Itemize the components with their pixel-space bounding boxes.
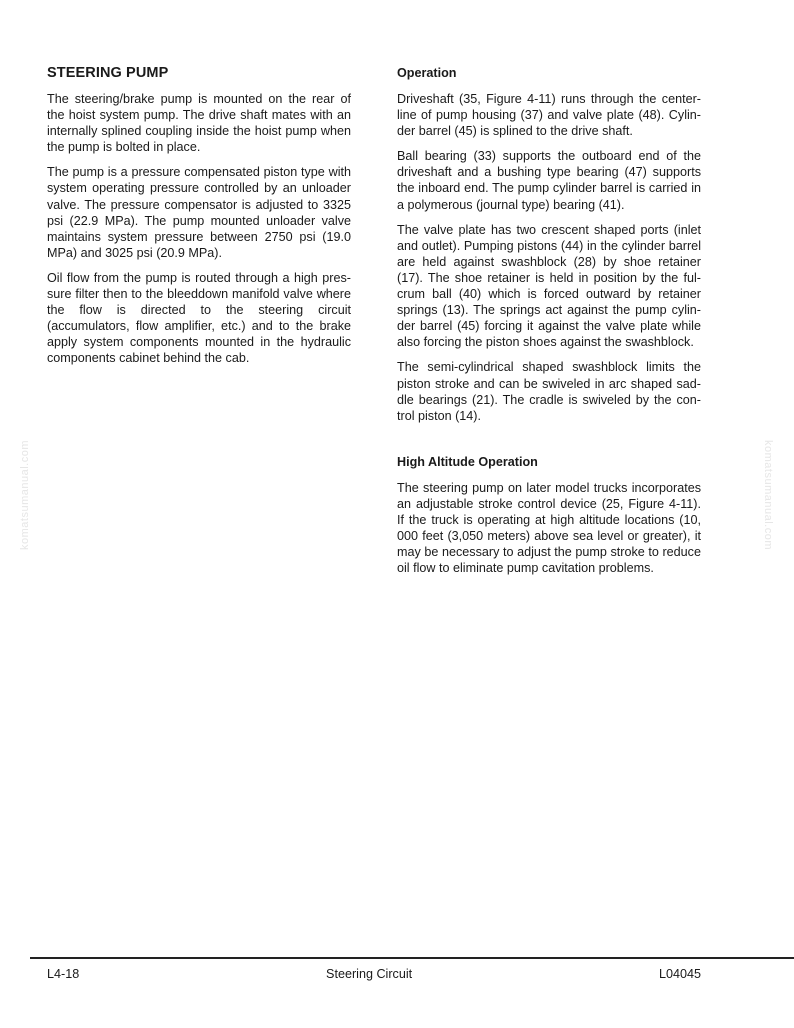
footer-page-number: L4-18 [47,967,80,981]
footer-divider [30,957,794,959]
section-heading-steering-pump: STEERING PUMP [47,65,169,81]
footer-section-title: Steering Circuit [326,967,413,981]
subheading-high-altitude-operation: High Altitude Operation [397,454,538,469]
footer-doc-code: L04045 [658,967,701,981]
left-column [47,64,351,376]
body-paragraph: The valve plate has two crescent shaped ports (inlet and outlet). Pumping pistons (44) in the cylinder barrel are held against swashblock (28) by shoe retainer (17). The shoe retainer is held in position by the fulcrum ball (40) which is forced outward by retainer springs (13). The springs act against the pump cylinder barrel (45) forcing it against the valve plate while also forcing the piston shoes against the swashblock. [397,222,701,350]
subheading-operation: Operation [397,66,457,80]
watermark-right: komatsumanual.com [762,440,774,550]
body-paragraph: The steering/brake pump is mounted on the rear of the hoist system pump. The drive shaft mates with an internally splined coupling inside the hoist pump when the pump is bolted in place. [47,92,351,155]
right-column [397,64,701,585]
watermark-left: komatsumanual.com [19,440,31,550]
body-paragraph: The steering pump on later model trucks incorporates an adjustable stroke control device (25, Figure 4-11). If the truck is operating at high altitude locations (10, 000 feet (3,050 meters) above sea level or greater), it may be necessary to adjust the pump stroke to reduce oil flow to eliminate pump cavitation problems. [397,480,701,576]
body-paragraph: Driveshaft (35, Figure 4-11) runs through the centerline of pump housing (37) and valve plate (48). Cylinder barrel (45) is splined to the drive shaft. [397,92,701,139]
body-paragraph: Ball bearing (33) supports the outboard end of the driveshaft and a bushing type bearing (47) supports the inboard end. The pump cylinder barrel is carried in a polymerous (journal type) bearing (41). [397,149,701,212]
body-paragraph: Oil flow from the pump is routed through a high pressure filter then to the bleeddown manifold valve where the flow is directed to the steering circuit (accumulators, flow amplifier, etc.) and to the brake apply system components mounted in the hydraulic components cabinet behind the cab. [47,270,351,366]
page-footer [47,967,701,981]
body-paragraph: The semi-cylindrical shaped swashblock limits the piston stroke and can be swiveled in arc shaped saddle bearings (21). The cradle is swiveled by the control piston (14). [397,360,701,423]
body-paragraph: The pump is a pressure compensated piston type with system operating pressure controlled by an unloader valve. The pressure compensator is adjusted to 3325 psi (22.9 MPa). The pump mounted unloader valve maintains system pressure between 2750 psi (19.0 MPa) and 3025 psi (20.9 MPa). [47,165,351,260]
section-spacer [397,433,701,453]
